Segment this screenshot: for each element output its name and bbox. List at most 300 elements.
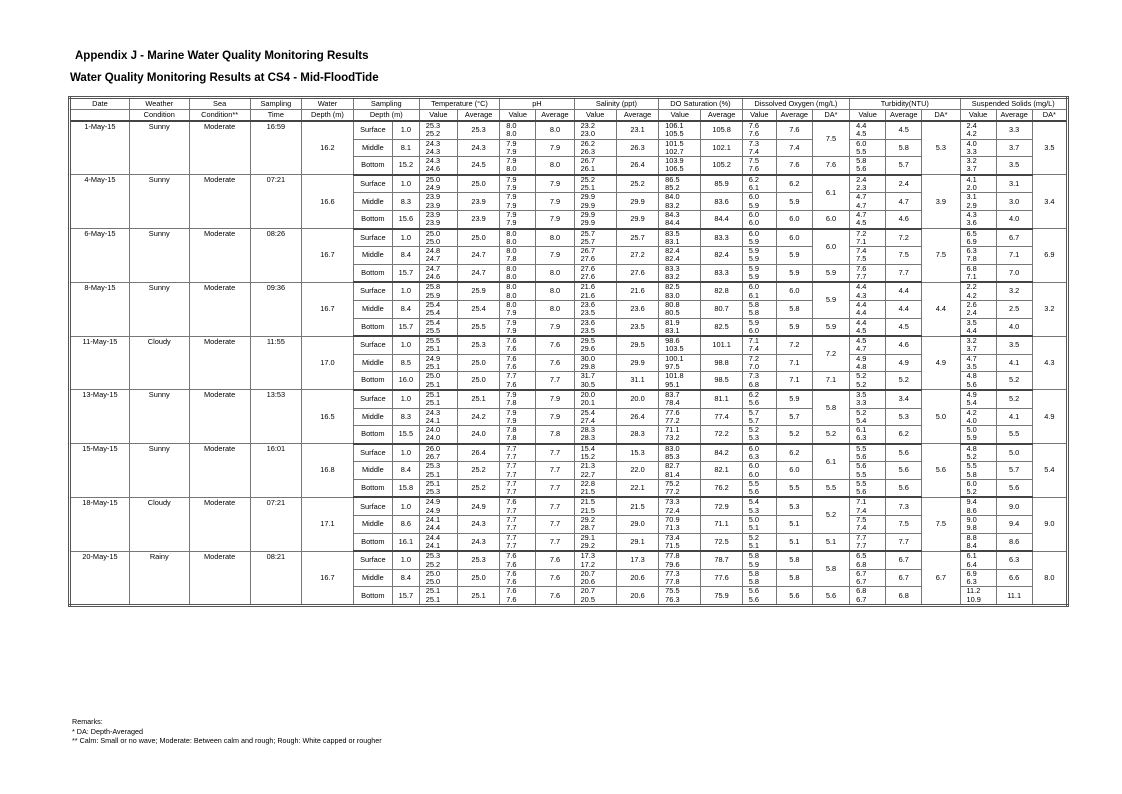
- cell-value: 29.9: [580, 200, 595, 210]
- cell-sal-values: [574, 175, 616, 193]
- cell-value: 26.2: [580, 139, 595, 148]
- cell-value: 8.0: [506, 129, 517, 139]
- cell-dos-values: [659, 551, 701, 569]
- cell-value: 25.1: [425, 586, 441, 596]
- cell-value: 23.9: [425, 218, 441, 228]
- cell-do-da: 5.2: [812, 497, 849, 533]
- cell-sampling-depth: 15.8: [392, 479, 419, 497]
- subheader-cell: Condition: [129, 110, 189, 122]
- cell-dos-average: 105.8: [701, 121, 742, 139]
- cell-turb-average: 4.4: [886, 300, 922, 318]
- cell-do-da: 5.1: [812, 533, 849, 551]
- cell-water-depth: 16.2: [302, 121, 354, 175]
- cell-sal-values: [574, 121, 616, 139]
- cell-temp-values: [419, 229, 457, 247]
- cell-sal-values: [574, 193, 616, 211]
- cell-sal-average: 15.3: [616, 444, 658, 462]
- cell-value: 3.7: [966, 164, 977, 174]
- cell-ph-average: 8.0: [536, 300, 574, 318]
- cell-value: 6.0: [748, 218, 760, 228]
- cell-sampling-level: Middle: [353, 354, 392, 372]
- cell-water-depth: 16.6: [302, 175, 354, 229]
- cell-value: 23.9: [425, 200, 441, 210]
- cell-value: 29.9: [580, 192, 595, 202]
- cell-temp-average: 23.9: [457, 193, 499, 211]
- cell-dos-values: [659, 247, 701, 265]
- cell-dos-average: 83.3: [701, 229, 742, 247]
- cell-value: 24.0: [425, 425, 441, 435]
- cell-weather: Sunny: [129, 282, 189, 336]
- cell-do-values: [742, 139, 776, 157]
- cell-value: 7.9: [506, 210, 517, 219]
- cell-value: 5.6: [966, 379, 977, 389]
- cell-do-average: 5.9: [776, 318, 812, 336]
- cell-sampling-depth: 1.0: [392, 121, 419, 139]
- cell-value: 6.7: [856, 577, 867, 587]
- cell-value: 29.6: [580, 344, 595, 354]
- cell-sal-values: [574, 354, 616, 372]
- cell-ss-values: [960, 372, 996, 390]
- cell-ss-da: 3.2: [1032, 282, 1067, 336]
- cell-sal-average: 25.2: [616, 175, 658, 193]
- cell-temp-values: [419, 157, 457, 175]
- cell-value: 6.3: [966, 577, 977, 587]
- cell-do-average: 5.9: [776, 390, 812, 408]
- cell-ss-values: [960, 336, 996, 354]
- cell-ss-average: 3.3: [996, 121, 1032, 139]
- cell-do-average: 5.2: [776, 426, 812, 444]
- cell-ss-average: 5.2: [996, 372, 1032, 390]
- cell-do-da: 5.9: [812, 264, 849, 282]
- cell-value: 22.8: [580, 479, 595, 488]
- cell-value: 20.1: [580, 398, 595, 408]
- cell-value: 105.5: [665, 129, 684, 139]
- cell-value: 4.7: [966, 354, 977, 363]
- cell-temp-values: [419, 408, 457, 426]
- cell-temp-average: 25.3: [457, 336, 499, 354]
- cell-value: 23.6: [580, 318, 595, 327]
- cell-sal-average: 21.6: [616, 282, 658, 300]
- cell-ss-average: 6.3: [996, 551, 1032, 569]
- cell-ss-values: [960, 139, 996, 157]
- cell-sampling-level: Surface: [353, 229, 392, 247]
- cell-do-average: 6.0: [776, 229, 812, 247]
- cell-value: 8.6: [966, 505, 977, 515]
- cell-ss-values: [960, 157, 996, 175]
- cell-value: 82.7: [665, 461, 680, 471]
- cell-value: 7.7: [506, 540, 517, 550]
- cell-do-values: [742, 497, 776, 515]
- cell-value: 21.5: [580, 487, 595, 497]
- cell-value: 86.5: [665, 174, 680, 184]
- cell-ss-values: [960, 462, 996, 480]
- cell-value: 24.3: [425, 139, 441, 148]
- cell-sal-average: 20.0: [616, 390, 658, 408]
- cell-ss-values: [960, 121, 996, 139]
- cell-do-values: [742, 408, 776, 426]
- cell-sampling-depth: 15.2: [392, 157, 419, 175]
- cell-ph-average: 8.0: [536, 282, 574, 300]
- cell-turb-values: [850, 210, 886, 228]
- cell-do-average: 5.7: [776, 408, 812, 426]
- cell-value: 25.2: [580, 174, 595, 184]
- cell-value: 7.9: [506, 200, 517, 210]
- cell-sal-average: 31.1: [616, 372, 658, 390]
- table-row: [70, 282, 1068, 300]
- cell-value: 3.2: [966, 156, 977, 166]
- cell-value: 5.0: [748, 515, 760, 525]
- cell-temp-average: 24.3: [457, 533, 499, 551]
- cell-dos-average: 71.1: [701, 516, 742, 534]
- cell-dos-values: [659, 408, 701, 426]
- cell-value: 7.4: [748, 146, 760, 156]
- cell-ph-average: 7.9: [536, 193, 574, 211]
- cell-weather: Cloudy: [129, 336, 189, 390]
- cell-do-da: 5.2: [812, 426, 849, 444]
- cell-do-average: 6.0: [776, 210, 812, 228]
- cell-dos-average: 83.6: [701, 193, 742, 211]
- cell-value: 6.1: [748, 183, 760, 193]
- cell-dos-average: 78.7: [701, 551, 742, 569]
- cell-value: 85.3: [665, 451, 680, 461]
- cell-do-da: 5.9: [812, 282, 849, 318]
- cell-sampling-depth: 8.4: [392, 247, 419, 265]
- cell-temp-average: 24.7: [457, 247, 499, 265]
- cell-value: 8.0: [506, 282, 517, 292]
- cell-value: 5.1: [748, 540, 760, 550]
- cell-value: 7.7: [506, 505, 517, 515]
- cell-value: 5.9: [748, 236, 760, 246]
- cell-value: 5.6: [748, 594, 760, 604]
- cell-value: 4.3: [856, 290, 867, 300]
- cell-value: 5.2: [966, 487, 977, 497]
- cell-turb-da: 4.9: [922, 336, 960, 390]
- cell-sampling-depth: 1.0: [392, 444, 419, 462]
- cell-dos-values: [659, 587, 701, 606]
- cell-ph-average: 7.7: [536, 516, 574, 534]
- cell-weather: Sunny: [129, 229, 189, 283]
- cell-value: 29.8: [580, 362, 595, 372]
- cell-value: 25.1: [580, 183, 595, 193]
- cell-sal-values: [574, 282, 616, 300]
- table-row: [70, 229, 1068, 247]
- cell-turb-average: 5.8: [886, 139, 922, 157]
- cell-value: 7.8: [506, 433, 517, 443]
- header-cell: pH: [500, 98, 574, 110]
- cell-sampling-depth: 15.7: [392, 587, 419, 606]
- cell-value: 2.4: [966, 308, 977, 318]
- cell-value: 84.4: [665, 218, 680, 228]
- cell-value: 5.6: [748, 398, 760, 408]
- cell-temp-values: [419, 354, 457, 372]
- cell-temp-average: 25.2: [457, 462, 499, 480]
- cell-value: 25.9: [425, 290, 441, 300]
- cell-dos-values: [659, 264, 701, 282]
- cell-turb-da: 5.0: [922, 390, 960, 444]
- cell-value: 7.3: [748, 371, 760, 381]
- cell-value: 11.2: [966, 586, 981, 596]
- cell-value: 24.6: [425, 164, 441, 174]
- cell-sampling-level: Surface: [353, 497, 392, 515]
- cell-ph-values: [500, 408, 536, 426]
- cell-value: 3.5: [966, 362, 977, 372]
- cell-sal-average: 22.1: [616, 479, 658, 497]
- cell-do-average: 7.6: [776, 157, 812, 175]
- cell-ss-values: [960, 533, 996, 551]
- cell-sea: Moderate: [189, 444, 250, 498]
- cell-ph-average: 7.7: [536, 497, 574, 515]
- cell-sampling-level: Middle: [353, 462, 392, 480]
- cell-ph-average: 7.9: [536, 318, 574, 336]
- cell-value: 8.0: [506, 228, 517, 238]
- cell-value: 25.1: [425, 379, 441, 389]
- cell-value: 20.7: [580, 586, 595, 596]
- cell-value: 8.0: [506, 121, 517, 130]
- cell-value: 7.7: [506, 371, 517, 381]
- cell-turb-values: [850, 193, 886, 211]
- cell-value: 25.4: [425, 308, 441, 318]
- cell-ss-average: 11.1: [996, 587, 1032, 606]
- cell-value: 7.1: [856, 236, 867, 246]
- cell-sampling-level: Surface: [353, 121, 392, 139]
- cell-do-values: [742, 533, 776, 551]
- cell-dos-values: [659, 157, 701, 175]
- cell-value: 15.4: [580, 443, 595, 453]
- cell-value: 6.1: [856, 425, 867, 435]
- cell-value: 6.0: [966, 479, 977, 488]
- cell-value: 4.4: [856, 282, 867, 292]
- cell-sampling-depth: 16.0: [392, 372, 419, 390]
- cell-value: 5.6: [856, 451, 867, 461]
- cell-value: 4.5: [856, 336, 867, 346]
- subheader-cell: Value: [500, 110, 536, 122]
- table-row: [70, 444, 1068, 462]
- cell-sal-values: [574, 479, 616, 497]
- cell-ss-average: 6.6: [996, 569, 1032, 587]
- subheader-cell: Average: [616, 110, 658, 122]
- cell-value: 6.2: [748, 389, 760, 399]
- cell-value: 24.7: [425, 264, 441, 273]
- cell-value: 85.2: [665, 183, 680, 193]
- cell-dos-average: 98.5: [701, 372, 742, 390]
- cell-value: 71.5: [665, 540, 680, 550]
- cell-value: 98.6: [665, 336, 680, 346]
- cell-ph-average: 7.6: [536, 336, 574, 354]
- cell-value: 5.7: [748, 408, 760, 417]
- cell-ph-values: [500, 569, 536, 587]
- cell-turb-da: 4.4: [922, 282, 960, 336]
- cell-value: 7.6: [506, 497, 517, 507]
- cell-do-values: [742, 175, 776, 193]
- cell-value: 100.1: [665, 354, 684, 363]
- cell-ph-average: 7.6: [536, 587, 574, 606]
- cell-sal-values: [574, 444, 616, 462]
- cell-ph-average: 7.7: [536, 372, 574, 390]
- cell-do-da: 6.0: [812, 229, 849, 265]
- cell-value: 26.0: [425, 443, 441, 453]
- cell-do-values: [742, 587, 776, 606]
- cell-value: 83.0: [665, 443, 680, 453]
- cell-value: 6.0: [748, 443, 760, 453]
- cell-value: 5.8: [856, 156, 867, 166]
- cell-value: 7.7: [506, 533, 517, 542]
- subheader-cell: Time: [250, 110, 302, 122]
- cell-sal-average: 23.1: [616, 121, 658, 139]
- cell-value: 6.9: [966, 236, 977, 246]
- cell-ss-values: [960, 516, 996, 534]
- cell-value: 21.5: [580, 497, 595, 507]
- cell-do-values: [742, 516, 776, 534]
- cell-value: 20.5: [580, 594, 595, 604]
- cell-temp-average: 24.5: [457, 157, 499, 175]
- cell-ph-average: 7.9: [536, 390, 574, 408]
- cell-value: 6.3: [856, 433, 867, 443]
- cell-temp-values: [419, 121, 457, 139]
- cell-sampling-level: Bottom: [353, 210, 392, 228]
- cell-value: 6.0: [856, 139, 867, 148]
- cell-sal-values: [574, 139, 616, 157]
- cell-value: 5.9: [748, 254, 760, 264]
- cell-value: 81.4: [665, 469, 680, 479]
- cell-value: 7.9: [506, 308, 517, 318]
- cell-value: 26.7: [580, 246, 595, 256]
- cell-temp-values: [419, 336, 457, 354]
- cell-value: 7.9: [506, 318, 517, 327]
- cell-turb-average: 4.6: [886, 210, 922, 228]
- cell-value: 5.6: [856, 487, 867, 497]
- cell-ph-values: [500, 587, 536, 606]
- cell-value: 5.2: [856, 379, 867, 389]
- cell-turb-average: 4.9: [886, 354, 922, 372]
- subheader-cell: Value: [742, 110, 776, 122]
- cell-ss-values: [960, 390, 996, 408]
- cell-ss-average: 5.2: [996, 390, 1032, 408]
- cell-turb-average: 5.7: [886, 157, 922, 175]
- cell-value: 5.8: [748, 300, 760, 309]
- cell-value: 24.4: [425, 523, 441, 533]
- subheader-cell: DA*: [1032, 110, 1067, 122]
- cell-turb-average: 5.3: [886, 408, 922, 426]
- cell-value: 2.4: [856, 174, 867, 184]
- cell-value: 8.0: [506, 264, 517, 273]
- cell-ss-values: [960, 175, 996, 193]
- cell-water-depth: 16.7: [302, 551, 354, 605]
- cell-value: 73.2: [665, 433, 680, 443]
- cell-water-depth: 17.1: [302, 497, 354, 551]
- cell-value: 7.9: [506, 139, 517, 148]
- cell-turb-values: [850, 247, 886, 265]
- cell-water-depth: 17.0: [302, 336, 354, 390]
- cell-value: 7.7: [856, 272, 867, 282]
- cell-value: 3.2: [966, 336, 977, 346]
- cell-ph-values: [500, 479, 536, 497]
- cell-value: 29.5: [580, 336, 595, 346]
- cell-sal-average: 21.5: [616, 497, 658, 515]
- cell-sea: Moderate: [189, 497, 250, 551]
- cell-dos-values: [659, 390, 701, 408]
- cell-value: 5.0: [966, 425, 977, 435]
- cell-do-da: 7.2: [812, 336, 849, 372]
- cell-ss-da: 9.0: [1032, 497, 1067, 551]
- cell-temp-average: 24.9: [457, 497, 499, 515]
- cell-ss-da: 3.4: [1032, 175, 1067, 229]
- table-row: [70, 336, 1068, 354]
- cell-turb-average: 7.2: [886, 229, 922, 247]
- cell-sal-values: [574, 408, 616, 426]
- cell-ph-average: 7.8: [536, 426, 574, 444]
- cell-value: 73.3: [665, 497, 680, 507]
- cell-turb-da: 6.7: [922, 551, 960, 605]
- cell-temp-values: [419, 390, 457, 408]
- cell-value: 4.4: [856, 308, 867, 318]
- cell-ss-values: [960, 444, 996, 462]
- cell-ph-values: [500, 229, 536, 247]
- cell-sal-average: 25.7: [616, 229, 658, 247]
- cell-sampling-level: Surface: [353, 336, 392, 354]
- cell-value: 4.3: [966, 210, 977, 219]
- cell-sampling-depth: 16.1: [392, 533, 419, 551]
- cell-value: 77.3: [665, 569, 680, 578]
- cell-ph-values: [500, 121, 536, 139]
- cell-dos-average: 77.4: [701, 408, 742, 426]
- cell-value: 5.5: [856, 443, 867, 453]
- cell-ss-values: [960, 193, 996, 211]
- cell-ss-values: [960, 497, 996, 515]
- cell-ss-average: 9.0: [996, 497, 1032, 515]
- cell-sampling-level: Bottom: [353, 479, 392, 497]
- cell-value: 7.8: [506, 254, 517, 264]
- cell-ph-average: 7.6: [536, 551, 574, 569]
- cell-dos-average: 72.9: [701, 497, 742, 515]
- cell-sampling-level: Middle: [353, 247, 392, 265]
- cell-temp-average: 25.5: [457, 318, 499, 336]
- cell-temp-average: 25.2: [457, 479, 499, 497]
- header-cell: Water: [302, 98, 354, 110]
- cell-value: 5.4: [966, 398, 977, 408]
- subheader-cell: Average: [886, 110, 922, 122]
- subheader-cell: Depth (m): [353, 110, 419, 122]
- cell-dos-average: 80.7: [701, 300, 742, 318]
- cell-ph-average: 7.9: [536, 247, 574, 265]
- cell-value: 23.9: [425, 192, 441, 202]
- cell-turb-average: 6.8: [886, 587, 922, 606]
- cell-value: 7.9: [506, 325, 517, 335]
- cell-ss-values: [960, 318, 996, 336]
- cell-sal-average: 29.1: [616, 533, 658, 551]
- cell-temp-average: 25.3: [457, 551, 499, 569]
- cell-value: 7.5: [748, 156, 760, 166]
- cell-value: 95.1: [665, 379, 680, 389]
- cell-value: 25.0: [425, 577, 441, 587]
- cell-value: 6.8: [966, 264, 977, 273]
- cell-value: 25.1: [425, 479, 441, 488]
- cell-value: 77.8: [665, 577, 680, 587]
- cell-value: 101.8: [665, 371, 684, 381]
- cell-turb-average: 4.7: [886, 193, 922, 211]
- cell-value: 26.3: [580, 146, 595, 156]
- cell-value: 26.1: [580, 164, 595, 174]
- cell-value: 4.1: [966, 174, 977, 184]
- cell-value: 6.8: [856, 559, 867, 569]
- cell-value: 7.4: [748, 344, 760, 354]
- cell-sampling-depth: 8.4: [392, 300, 419, 318]
- cell-sampling-level: Middle: [353, 569, 392, 587]
- cell-turb-values: [850, 426, 886, 444]
- cell-value: 106.1: [665, 121, 684, 130]
- cell-water-depth: 16.7: [302, 282, 354, 336]
- cell-dos-values: [659, 300, 701, 318]
- cell-ss-average: 4.0: [996, 210, 1032, 228]
